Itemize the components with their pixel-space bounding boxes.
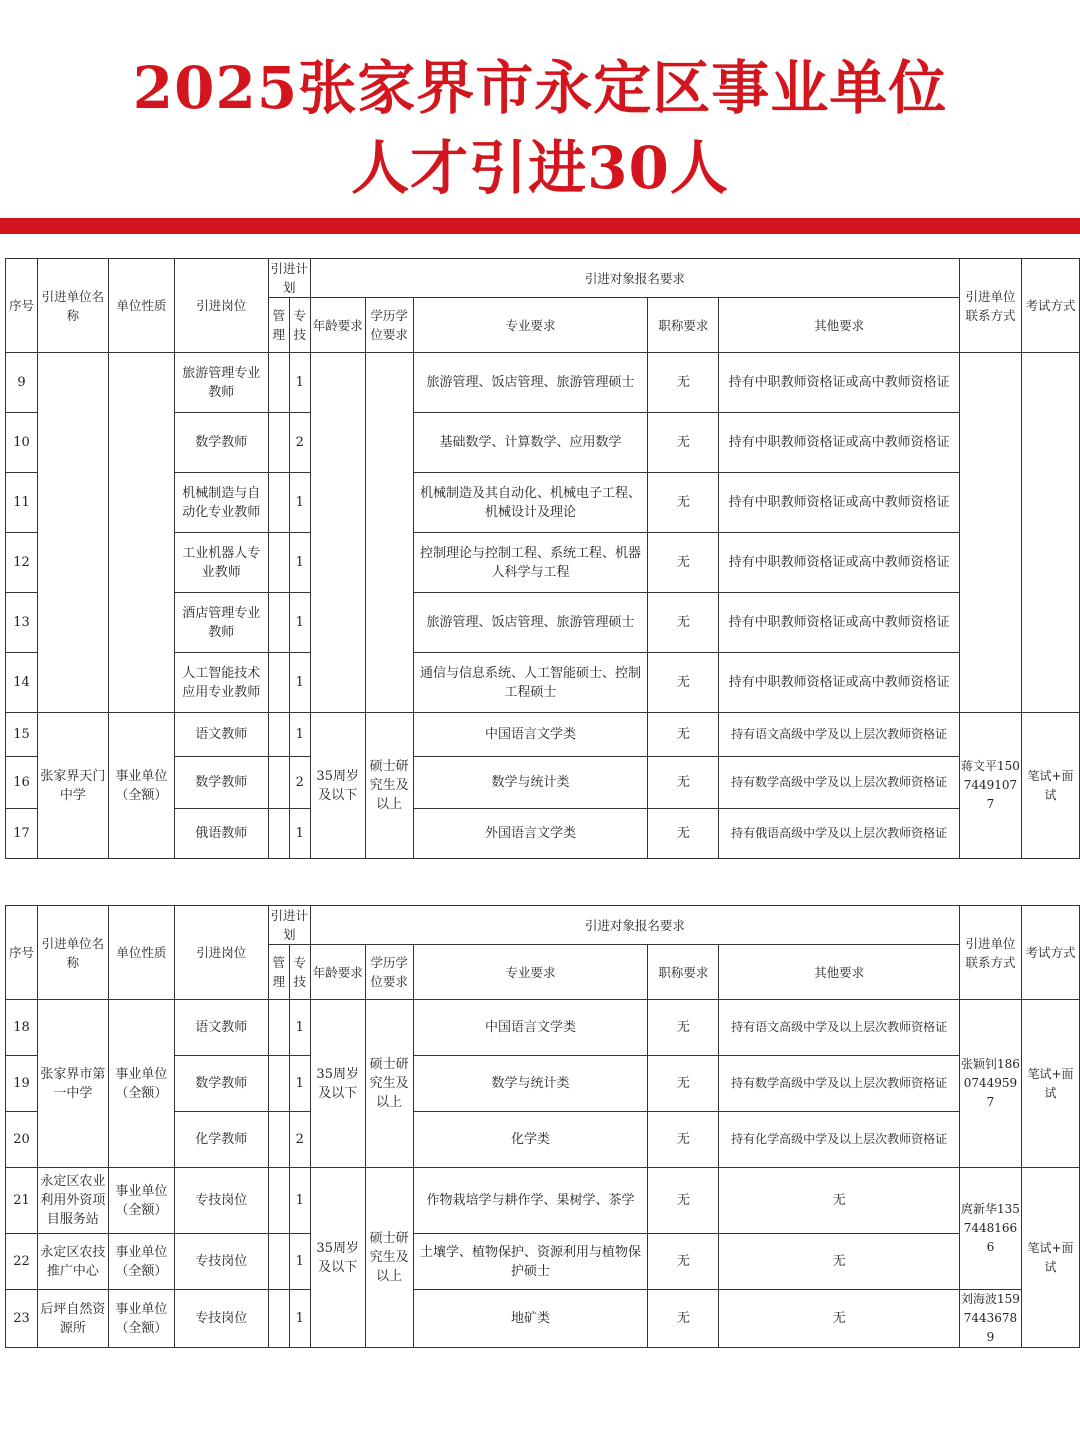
cell-post: 机械制造与自动化专业教师 (174, 473, 268, 533)
cell-post: 专技岗位 (174, 1290, 268, 1348)
header-exam: 考试方式 (1021, 906, 1079, 1000)
cell-major: 通信与信息系统、人工智能硕士、控制工程硕士 (413, 653, 648, 713)
cell-other: 持有中职教师资格证或高中教师资格证 (719, 353, 960, 413)
cell-title: 无 (648, 353, 719, 413)
cell-tech: 1 (289, 809, 310, 859)
cell-age: 35周岁及以下 (310, 1000, 365, 1168)
header-major: 专业要求 (413, 945, 648, 1000)
cell-tech: 1 (289, 653, 310, 713)
cell-post: 俄语教师 (174, 809, 268, 859)
header-unit-nature: 单位性质 (108, 906, 174, 1000)
cell-no: 13 (6, 593, 38, 653)
cell-edu: 硕士研究生及以上 (365, 1000, 413, 1168)
cell-tech: 1 (289, 713, 310, 757)
header-education: 学历学位要求 (365, 945, 413, 1000)
cell-no: 10 (6, 413, 38, 473)
cell-contact: 张颖钊18607449597 (960, 1000, 1022, 1168)
cell-tech: 1 (289, 1234, 310, 1290)
cell-title: 无 (648, 757, 719, 809)
cell-title: 无 (648, 1234, 719, 1290)
header-education: 学历学位要求 (365, 298, 413, 353)
cell-title: 无 (648, 533, 719, 593)
cell-mgmt (268, 713, 289, 757)
cell-unit-blank (37, 353, 108, 713)
cell-post: 数学教师 (174, 757, 268, 809)
cell-nature: 事业单位（全额） (108, 713, 174, 859)
cell-no: 11 (6, 473, 38, 533)
cell-tech: 2 (289, 413, 310, 473)
cell-major: 地矿类 (413, 1290, 648, 1348)
cell-title: 无 (648, 1112, 719, 1168)
cell-title: 无 (648, 1000, 719, 1056)
cell-title: 无 (648, 1056, 719, 1112)
cell-unit: 张家界天门中学 (37, 713, 108, 859)
header-requirements: 引进对象报名要求 (310, 259, 959, 298)
cell-no: 9 (6, 353, 38, 413)
cell-tech: 1 (289, 1056, 310, 1112)
cell-other: 持有中职教师资格证或高中教师资格证 (719, 413, 960, 473)
cell-other: 持有中职教师资格证或高中教师资格证 (719, 533, 960, 593)
header-seq: 序号 (6, 906, 38, 1000)
cell-tech: 1 (289, 1168, 310, 1234)
cell-no: 22 (6, 1234, 38, 1290)
cell-title: 无 (648, 1168, 719, 1234)
header-post: 引进岗位 (174, 906, 268, 1000)
header-contact: 引进单位联系方式 (960, 259, 1022, 353)
cell-no: 12 (6, 533, 38, 593)
cell-major: 数学与统计类 (413, 1056, 648, 1112)
cell-post: 专技岗位 (174, 1234, 268, 1290)
cell-major: 土壤学、植物保护、资源利用与植物保护硕士 (413, 1234, 648, 1290)
cell-mgmt (268, 1234, 289, 1290)
cell-post: 旅游管理专业教师 (174, 353, 268, 413)
table-row (6, 1234, 1080, 1290)
cell-tech: 2 (289, 757, 310, 809)
cell-other: 持有化学高级中学及以上层次教师资格证 (719, 1112, 960, 1168)
cell-nature: 事业单位（全额） (108, 1168, 174, 1234)
header-unit-name: 引进单位名称 (37, 259, 108, 353)
cell-mgmt (268, 533, 289, 593)
cell-no: 23 (6, 1290, 38, 1348)
header-unit-nature: 单位性质 (108, 259, 174, 353)
cell-no: 17 (6, 809, 38, 859)
table-row (6, 1290, 1080, 1348)
cell-edu: 硕士研究生及以上 (365, 713, 413, 859)
cell-tech: 1 (289, 1290, 310, 1348)
recruitment-table-1 (5, 258, 1080, 859)
cell-age: 35周岁及以下 (310, 1168, 365, 1348)
cell-title: 无 (648, 473, 719, 533)
cell-contact: 蒋文平15074491077 (960, 713, 1022, 859)
cell-title: 无 (648, 713, 719, 757)
cell-mgmt (268, 757, 289, 809)
cell-mgmt (268, 1290, 289, 1348)
cell-major: 中国语言文学类 (413, 713, 648, 757)
cell-mgmt (268, 653, 289, 713)
header-unit-name: 引进单位名称 (37, 906, 108, 1000)
header-seq: 序号 (6, 259, 38, 353)
header-age: 年龄要求 (310, 945, 365, 1000)
cell-other: 持有中职教师资格证或高中教师资格证 (719, 593, 960, 653)
header-mgmt: 管理 (268, 945, 289, 1000)
header-mgmt: 管理 (268, 298, 289, 353)
cell-nature: 事业单位（全额） (108, 1000, 174, 1168)
cell-exam: 笔试+面试 (1021, 1000, 1079, 1168)
cell-post: 数学教师 (174, 413, 268, 473)
cell-other: 持有语文高级中学及以上层次教师资格证 (719, 713, 960, 757)
cell-tech: 1 (289, 473, 310, 533)
cell-tech: 1 (289, 1000, 310, 1056)
header-requirements: 引进对象报名要求 (310, 906, 959, 945)
cell-title: 无 (648, 653, 719, 713)
cell-major: 控制理论与控制工程、系统工程、机器人科学与工程 (413, 533, 648, 593)
cell-major: 外国语言文学类 (413, 809, 648, 859)
cell-post: 语文教师 (174, 1000, 268, 1056)
header-other: 其他要求 (719, 945, 960, 1000)
cell-mgmt (268, 1168, 289, 1234)
cell-no: 14 (6, 653, 38, 713)
cell-major: 旅游管理、饭店管理、旅游管理硕士 (413, 593, 648, 653)
table-row (6, 713, 1080, 757)
cell-other: 持有中职教师资格证或高中教师资格证 (719, 653, 960, 713)
cell-title: 无 (648, 1290, 719, 1348)
cell-no: 18 (6, 1000, 38, 1056)
cell-mgmt (268, 473, 289, 533)
cell-no: 15 (6, 713, 38, 757)
header-post: 引进岗位 (174, 259, 268, 353)
cell-other: 无 (719, 1168, 960, 1234)
cell-major: 基础数学、计算数学、应用数学 (413, 413, 648, 473)
header-title-req: 职称要求 (648, 298, 719, 353)
cell-exam-blank (1021, 353, 1079, 713)
header-contact: 引进单位联系方式 (960, 906, 1022, 1000)
cell-nature-blank (108, 353, 174, 713)
cell-no: 16 (6, 757, 38, 809)
cell-other: 无 (719, 1234, 960, 1290)
cell-mgmt (268, 413, 289, 473)
page-title-line1: 2025张家界市永定区事业单位 (132, 54, 948, 122)
cell-mgmt (268, 1056, 289, 1112)
cell-other: 持有数学高级中学及以上层次教师资格证 (719, 757, 960, 809)
cell-title: 无 (648, 809, 719, 859)
cell-nature: 事业单位（全额） (108, 1290, 174, 1348)
header-plan: 引进计划 (268, 259, 310, 298)
recruitment-table-2 (5, 905, 1080, 1348)
cell-mgmt (268, 593, 289, 653)
title-divider-bar (0, 218, 1080, 234)
cell-major: 中国语言文学类 (413, 1000, 648, 1056)
cell-nature: 事业单位（全额） (108, 1234, 174, 1290)
cell-major: 旅游管理、饭店管理、旅游管理硕士 (413, 353, 648, 413)
cell-contact-blank (960, 353, 1022, 713)
header-other: 其他要求 (719, 298, 960, 353)
cell-post: 数学教师 (174, 1056, 268, 1112)
cell-post: 专技岗位 (174, 1168, 268, 1234)
cell-unit: 后坪自然资源所 (37, 1290, 108, 1348)
cell-post: 语文教师 (174, 713, 268, 757)
cell-tech: 2 (289, 1112, 310, 1168)
cell-other: 持有数学高级中学及以上层次教师资格证 (719, 1056, 960, 1112)
cell-post: 酒店管理专业教师 (174, 593, 268, 653)
cell-tech: 1 (289, 353, 310, 413)
header-title-req: 职称要求 (648, 945, 719, 1000)
cell-contact: 刘海波15974436789 (960, 1290, 1022, 1348)
cell-other: 持有中职教师资格证或高中教师资格证 (719, 473, 960, 533)
table-row (6, 353, 1080, 413)
cell-mgmt (268, 1000, 289, 1056)
cell-post: 工业机器人专业教师 (174, 533, 268, 593)
cell-major: 机械制造及其自动化、机械电子工程、机械设计及理论 (413, 473, 648, 533)
cell-mgmt (268, 353, 289, 413)
cell-unit: 张家界市第一中学 (37, 1000, 108, 1168)
cell-exam: 笔试+面试 (1021, 713, 1079, 859)
table-row (6, 1000, 1080, 1056)
cell-other: 无 (719, 1290, 960, 1348)
cell-exam: 笔试+面试 (1021, 1168, 1079, 1348)
cell-unit: 永定区农技推广中心 (37, 1234, 108, 1290)
table-row (6, 1168, 1080, 1234)
header-major: 专业要求 (413, 298, 648, 353)
cell-tech: 1 (289, 533, 310, 593)
header-tech: 专技 (289, 945, 310, 1000)
cell-mgmt (268, 1112, 289, 1168)
header-exam: 考试方式 (1021, 259, 1079, 353)
cell-edu-blank (365, 353, 413, 713)
cell-age: 35周岁及以下 (310, 713, 365, 859)
cell-major: 作物栽培学与耕作学、果树学、茶学 (413, 1168, 648, 1234)
cell-no: 19 (6, 1056, 38, 1112)
cell-title: 无 (648, 413, 719, 473)
header-age: 年龄要求 (310, 298, 365, 353)
header-tech: 专技 (289, 298, 310, 353)
cell-edu: 硕士研究生及以上 (365, 1168, 413, 1348)
cell-mgmt (268, 809, 289, 859)
cell-contact: 庹新华13574481666 (960, 1168, 1022, 1290)
cell-major: 数学与统计类 (413, 757, 648, 809)
cell-major: 化学类 (413, 1112, 648, 1168)
page-title-line2: 人才引进30人 (351, 134, 729, 202)
cell-other: 持有语文高级中学及以上层次教师资格证 (719, 1000, 960, 1056)
cell-no: 20 (6, 1112, 38, 1168)
cell-no: 21 (6, 1168, 38, 1234)
cell-other: 持有俄语高级中学及以上层次教师资格证 (719, 809, 960, 859)
cell-tech: 1 (289, 593, 310, 653)
header-plan: 引进计划 (268, 906, 310, 945)
cell-post: 化学教师 (174, 1112, 268, 1168)
cell-post: 人工智能技术应用专业教师 (174, 653, 268, 713)
cell-unit: 永定区农业利用外资项目服务站 (37, 1168, 108, 1234)
cell-title: 无 (648, 593, 719, 653)
cell-age-blank (310, 353, 365, 713)
